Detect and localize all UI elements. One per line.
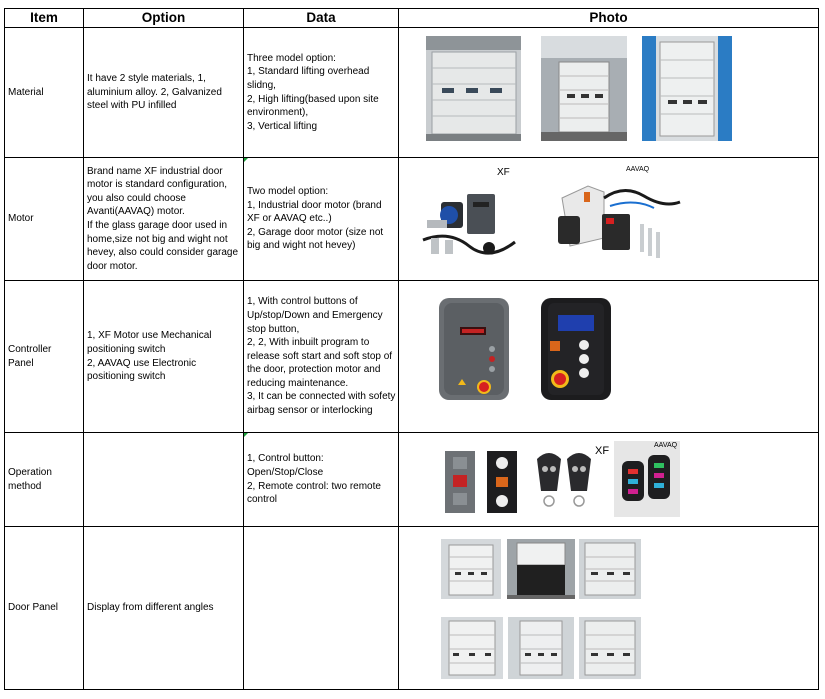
item-label: Material	[8, 86, 44, 98]
row-motor	[4, 158, 819, 281]
header-row	[4, 8, 819, 28]
aavaq-controller-photo	[540, 297, 612, 401]
row-controller-panel	[4, 281, 819, 433]
data-text: 1, Control button: Open/Stop/Close 2, Remote control: two remote control	[247, 453, 381, 506]
aavaq-remote-label: AAVAQ	[654, 442, 678, 449]
item-label: Door Panel	[8, 602, 59, 614]
item-label: Controller Panel	[8, 343, 52, 369]
xf-remote-label: XF	[595, 445, 610, 457]
option-text	[84, 433, 243, 526]
row-material	[4, 28, 819, 158]
aavaq-remote-photo	[614, 441, 680, 517]
option-text: Display from different angles	[87, 602, 214, 614]
data-text: Three model option: 1, Standard lifting overhead slidng, 2, High lifting(based upon site environment), 3, Vertical lifting	[247, 52, 379, 132]
option-text: 1, XF Motor use Mechanical positioning switch 2, AAVAQ use Electronic positioning switch	[87, 330, 212, 383]
door-panel-photo-1	[441, 539, 501, 599]
door-photo-2	[541, 36, 627, 141]
xf-label: XF	[497, 167, 510, 178]
door-panel-photo-2	[507, 539, 575, 599]
photo-cell	[399, 158, 819, 281]
comment-marker	[244, 433, 248, 437]
row-door-panel	[4, 527, 819, 690]
data-text: 1, With control buttons of Up/stop/Down and Emergency stop button, 2, 2, With inbuilt program to release soft start and soft stop of the door, protection motor and reducing maintenance. 3, It can be connected with sofety airbag sensor or interlocking	[247, 296, 396, 417]
door-panel-photo-3	[579, 539, 641, 599]
xf-remote-photo	[531, 447, 613, 517]
option-text: Brand name XF industrial door motor is standard configuration, you also could choose Avanti(AAVAQ) motor. If the glass garage door used in home,size not big and wight not hevey, also could consider garage door motor.	[87, 165, 239, 272]
xf-controller-photo	[438, 297, 510, 401]
item-label: Motor	[8, 213, 34, 225]
photo-cell	[399, 527, 819, 690]
door-panel-photo-6	[579, 617, 641, 679]
header-photo: Photo	[399, 8, 819, 28]
header-option: Option	[84, 8, 244, 28]
row-operation-method	[4, 433, 819, 527]
xf-motor-photo	[419, 190, 519, 262]
door-photo-1	[426, 36, 521, 141]
aavaq-motor-photo	[544, 178, 684, 266]
door-panel-photo-4	[441, 617, 503, 679]
data-text	[244, 527, 398, 689]
xf-button-box-photo	[445, 451, 475, 513]
door-photo-3	[642, 36, 732, 141]
data-text: Two model option: 1, Industrial door motor (brand XF or AAVAQ etc..) 2, Garage door motor (size not big and wight not hevey)	[247, 186, 384, 252]
aavaq-label: AAVAQ	[626, 166, 650, 173]
photo-cell	[399, 433, 819, 527]
item-label: Operation method	[8, 466, 52, 492]
option-text: It have 2 style materials, 1, aluminium alloy. 2, Galvanized steel with PU infilled	[87, 73, 222, 112]
comment-marker	[244, 158, 248, 162]
header-data: Data	[244, 8, 399, 28]
photo-cell	[399, 28, 819, 158]
door-panel-photo-5	[508, 617, 574, 679]
aavaq-button-box-photo	[487, 451, 517, 513]
photo-cell	[399, 281, 819, 433]
header-item: Item	[4, 8, 84, 28]
